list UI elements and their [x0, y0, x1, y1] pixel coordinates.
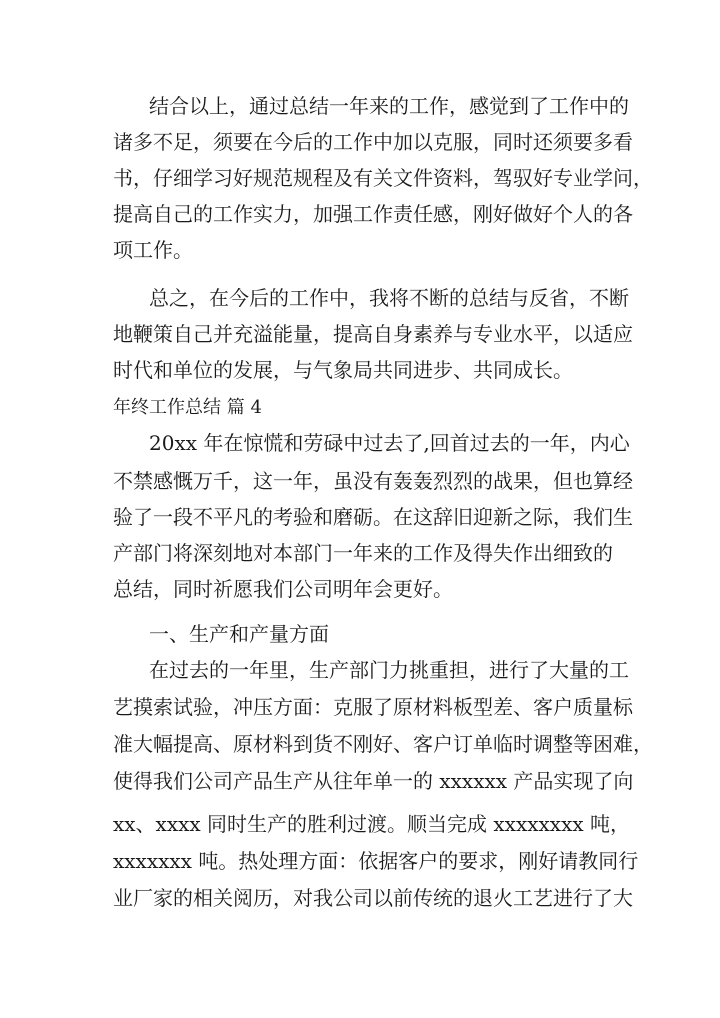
paragraph-line: 书，仔细学习好规范规程及有关文件资料，驾驭好专业学问，	[113, 166, 653, 190]
section-heading: 年终工作总结 篇 4	[113, 397, 262, 418]
paragraph-line: 产部门将深刻地对本部门一年来的工作及得失作出细致的	[113, 541, 613, 565]
paragraph-line: 不禁感慨万千，这一年，虽没有轰轰烈烈的战果，但也算经	[113, 469, 633, 493]
paragraph-line: xx、xxxx 同时生产的胜利过渡。顺当完成 xxxxxxxx 吨，	[113, 812, 630, 836]
paragraph-line: 时代和单位的发展，与气象局共同进步、共同成长。	[113, 358, 573, 382]
paragraph-line: 总结，同时祈愿我们公司明年会更好。	[113, 577, 453, 601]
paragraph-line: 验了一段不平凡的考验和磨砺。在这辞旧迎新之际，我们生	[113, 505, 633, 529]
paragraph-line: 地鞭策自己并充溢能量，提高自身素养与专业水平，以适应	[113, 322, 633, 346]
paragraph-line: 提高自己的工作实力，加强工作责任感，刚好做好个人的各	[113, 202, 633, 226]
paragraph-line: 使得我们公司产品生产从往年单一的 xxxxxx 产品实现了向	[113, 769, 634, 793]
paragraph-line: 项工作。	[113, 238, 193, 262]
paragraph-line: 准大幅提高、原材料到货不刚好、客户订单临时调整等困难，	[113, 732, 653, 756]
paragraph-line: 结合以上，通过总结一年来的工作，感觉到了工作中的	[149, 94, 629, 118]
paragraph-line: 艺摸索试验，冲压方面：克服了原材料板型差、客户质量标	[113, 695, 633, 719]
paragraph-line: 业厂家的相关阅历，对我公司以前传统的退火工艺进行了大	[113, 886, 633, 910]
paragraph-line: 诸多不足，须要在今后的工作中加以克服，同时还须要多看	[113, 130, 633, 154]
paragraph-line: 20xx 年在惊慌和劳碌中过去了,回首过去的一年，内心	[149, 431, 630, 455]
paragraph-line: 总之，在今后的工作中，我将不断的总结与反省，不断	[149, 286, 629, 310]
paragraph-line: 在过去的一年里，生产部门力挑重担，进行了大量的工	[149, 658, 629, 682]
paragraph-line: xxxxxxx 吨。热处理方面：依据客户的要求，刚好请教同行	[113, 849, 639, 873]
subsection-heading: 一、生产和产量方面	[149, 622, 329, 646]
